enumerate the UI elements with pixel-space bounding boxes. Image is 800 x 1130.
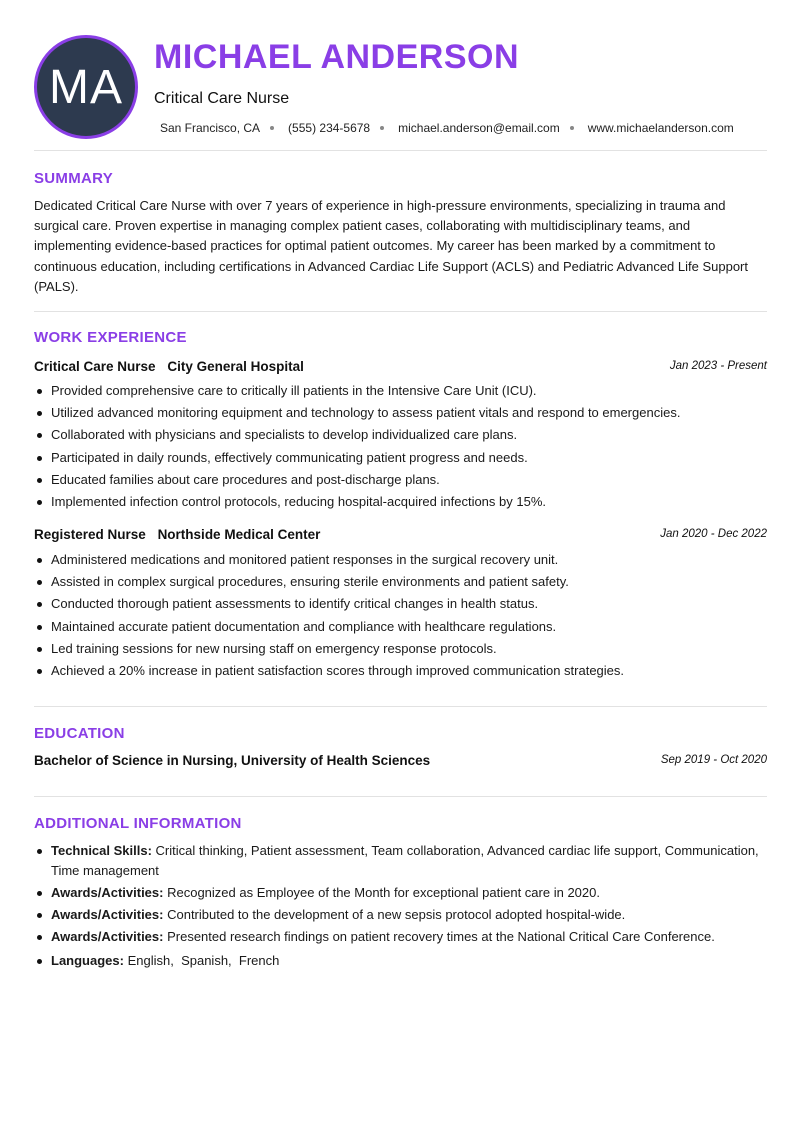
summary-text: Dedicated Critical Care Nurse with over 7 years of experience in high-pressure environments, specializing in trauma and surgical care. Proven expertise in managing complex patient cases, collaborating with multidisciplinary teams, and implementing evidence-based practices for optimal patient outcomes. My career has been marked by a commitment to continuous education, including certifications in Advanced Cardiac Life Support (ACLS) and Pediatric Advanced Life Support (PALS).: [34, 198, 748, 294]
item-label: Awards/Activities:: [51, 929, 164, 944]
divider: [34, 311, 767, 312]
item-label: Awards/Activities:: [51, 885, 164, 900]
additional-list: [34, 841, 767, 973]
list-item: [34, 905, 767, 925]
list-item: Maintained accurate patient documentation and compliance with healthcare regulations.: [34, 616, 767, 638]
contact-email: michael.anderson@email.com: [398, 121, 560, 135]
job-employer: Northside Medical Center: [157, 527, 321, 542]
list-item: Participated in daily rounds, effectively communicating patient progress and needs.: [34, 447, 767, 469]
item-text: Critical thinking, Patient assessment, Team collaboration, Advanced cardiac life support, Communication, Time management: [51, 843, 759, 878]
candidate-role: Critical Care Nurse: [154, 90, 290, 107]
list-item: Achieved a 20% increase in patient satisfaction scores through improved communication strategies.: [34, 660, 767, 682]
summary-title: SUMMARY: [34, 170, 114, 187]
job-bullets: [34, 549, 767, 682]
separator-dot: [270, 126, 274, 130]
job-header: [34, 527, 767, 542]
job-employer: City General Hospital: [167, 359, 304, 374]
item-label: Awards/Activities:: [51, 907, 164, 922]
education-title: EDUCATION: [34, 725, 125, 742]
divider: [34, 796, 767, 797]
item-text: English, Spanish, French: [127, 953, 280, 968]
avatar-initials: MA: [49, 60, 123, 114]
contact-location: San Francisco, CA: [160, 121, 261, 135]
job-dates: Jan 2023 - Present: [669, 360, 767, 372]
list-item: Administered medications and monitored patient responses in the surgical recovery unit.: [34, 549, 767, 571]
experience-title: WORK EXPERIENCE: [34, 329, 187, 346]
contact-website: www.michaelanderson.com: [587, 121, 734, 135]
divider: [34, 150, 767, 151]
list-item: [34, 841, 767, 881]
job-bullets: [34, 380, 767, 513]
divider: [34, 706, 767, 707]
list-item: [34, 951, 767, 971]
list-item: Implemented infection control protocols, reducing hospital-acquired infections by 15%.: [34, 491, 767, 513]
job-position: Registered Nurse: [34, 527, 146, 542]
item-label: Technical Skills:: [51, 843, 152, 858]
list-item: Conducted thorough patient assessments to identify critical changes in health status.: [34, 593, 767, 615]
list-item: Collaborated with physicians and specialists to develop individualized care plans.: [34, 424, 767, 446]
education-entry: [34, 753, 767, 768]
contact-phone: (555) 234-5678: [288, 121, 371, 135]
job-dates: Jan 2020 - Dec 2022: [660, 528, 767, 540]
list-item: Educated families about care procedures and post-discharge plans.: [34, 469, 767, 491]
item-text: Contributed to the development of a new sepsis protocol adopted hospital-wide.: [167, 907, 626, 922]
resume-header: [0, 0, 800, 150]
candidate-name: MICHAEL ANDERSON: [154, 38, 520, 76]
job-position: Critical Care Nurse: [34, 359, 156, 374]
item-label: Languages:: [51, 953, 124, 968]
list-item: Assisted in complex surgical procedures, ensuring sterile environments and patient safety.: [34, 571, 767, 593]
list-item: Utilized advanced monitoring equipment and technology to assess patient vitals and respond to emergencies.: [34, 402, 767, 424]
list-item: [34, 927, 767, 947]
education-degree: Bachelor of Science in Nursing, University of Health Sciences: [34, 753, 431, 768]
list-item: Provided comprehensive care to critically ill patients in the Intensive Care Unit (ICU).: [34, 380, 767, 402]
separator-dot: [380, 126, 384, 130]
item-text: Recognized as Employee of the Month for exceptional patient care in 2020.: [167, 885, 600, 900]
additional-title: ADDITIONAL INFORMATION: [34, 815, 242, 832]
contact-info: [160, 121, 734, 135]
education-dates: Sep 2019 - Oct 2020: [660, 754, 767, 766]
separator-dot: [570, 126, 574, 130]
avatar: [34, 35, 138, 139]
list-item: [34, 883, 767, 903]
job-header: [34, 359, 767, 374]
item-text: Presented research findings on patient recovery times at the National Critical Care Conference.: [167, 929, 715, 944]
list-item: Led training sessions for new nursing staff on emergency response protocols.: [34, 638, 767, 660]
